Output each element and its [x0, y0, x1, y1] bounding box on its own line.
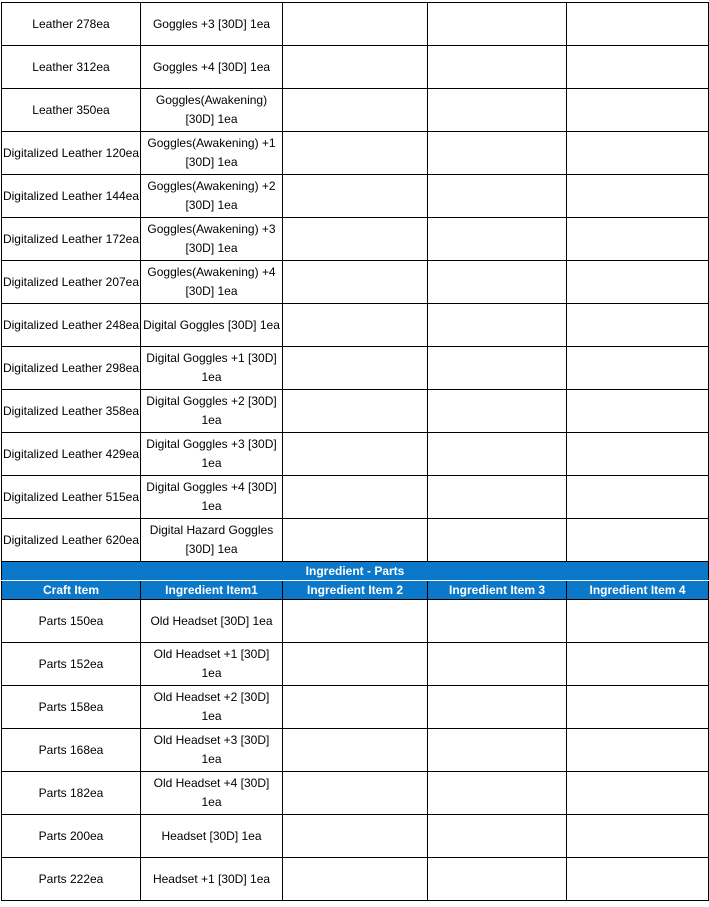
- table-row: [2, 3, 709, 46]
- ingredient-item4-cell: [567, 519, 709, 562]
- table-row: [2, 600, 709, 643]
- ingredient-item1-cell: Goggles(Awakening) +3 [30D] 1ea: [141, 218, 283, 261]
- ingredient-item3-cell: [428, 858, 567, 901]
- table-row: [2, 686, 709, 729]
- ingredient-item4-cell: [567, 476, 709, 519]
- column-header-ingredient-item3: Ingredient Item 3: [428, 581, 567, 600]
- ingredient-item3-cell: [428, 519, 567, 562]
- craft-item-cell: Leather 278ea: [2, 3, 141, 46]
- craft-item-cell: Digitalized Leather 429ea: [2, 433, 141, 476]
- ingredient-item3-cell: [428, 476, 567, 519]
- ingredient-item3-cell: [428, 89, 567, 132]
- ingredient-item1-cell: Digital Hazard Goggles [30D] 1ea: [141, 519, 283, 562]
- table-row: [2, 815, 709, 858]
- craft-item-cell: Parts 200ea: [2, 815, 141, 858]
- table-row: [2, 89, 709, 132]
- ingredient-item2-cell: [283, 772, 428, 815]
- ingredient-item1-cell: Old Headset +4 [30D] 1ea: [141, 772, 283, 815]
- table-row: [2, 519, 709, 562]
- ingredient-item3-cell: [428, 46, 567, 89]
- ingredient-item4-cell: [567, 218, 709, 261]
- column-header-craft-item: Craft Item: [2, 581, 141, 600]
- ingredient-item3-cell: [428, 261, 567, 304]
- ingredient-item1-cell: Goggles(Awakening) +2 [30D] 1ea: [141, 175, 283, 218]
- ingredient-item2-cell: [283, 643, 428, 686]
- craft-item-cell: Digitalized Leather 358ea: [2, 390, 141, 433]
- ingredient-item4-cell: [567, 686, 709, 729]
- ingredient-item2-cell: [283, 347, 428, 390]
- ingredient-item2-cell: [283, 304, 428, 347]
- column-header-ingredient-item1: Ingredient Item1: [141, 581, 283, 600]
- ingredient-item1-cell: Headset [30D] 1ea: [141, 815, 283, 858]
- ingredient-item1-cell: Goggles(Awakening) +1 [30D] 1ea: [141, 132, 283, 175]
- ingredient-item2-cell: [283, 218, 428, 261]
- ingredient-item1-cell: Digital Goggles +4 [30D] 1ea: [141, 476, 283, 519]
- ingredient-item4-cell: [567, 89, 709, 132]
- ingredient-item4-cell: [567, 304, 709, 347]
- ingredient-item4-cell: [567, 772, 709, 815]
- ingredient-item1-cell: Goggles(Awakening) [30D] 1ea: [141, 89, 283, 132]
- ingredient-item3-cell: [428, 132, 567, 175]
- ingredient-item2-cell: [283, 815, 428, 858]
- section-title: Ingredient - Parts: [2, 562, 709, 581]
- ingredient-item4-cell: [567, 3, 709, 46]
- ingredient-item3-cell: [428, 772, 567, 815]
- ingredient-item3-cell: [428, 390, 567, 433]
- ingredient-item2-cell: [283, 858, 428, 901]
- craft-item-cell: Digitalized Leather 515ea: [2, 476, 141, 519]
- ingredient-item1-cell: Digital Goggles +3 [30D] 1ea: [141, 433, 283, 476]
- ingredient-item4-cell: [567, 261, 709, 304]
- ingredient-item4-cell: [567, 433, 709, 476]
- ingredient-item1-cell: Digital Goggles [30D] 1ea: [141, 304, 283, 347]
- ingredient-item2-cell: [283, 175, 428, 218]
- ingredient-item3-cell: [428, 3, 567, 46]
- ingredient-item3-cell: [428, 643, 567, 686]
- table-row: [2, 132, 709, 175]
- ingredient-item3-cell: [428, 347, 567, 390]
- table-row: [2, 643, 709, 686]
- ingredient-item2-cell: [283, 89, 428, 132]
- ingredient-item3-cell: [428, 815, 567, 858]
- craft-item-cell: Digitalized Leather 207ea: [2, 261, 141, 304]
- ingredient-item2-cell: [283, 729, 428, 772]
- column-header-ingredient-item2: Ingredient Item 2: [283, 581, 428, 600]
- ingredient-item4-cell: [567, 858, 709, 901]
- ingredient-item2-cell: [283, 46, 428, 89]
- ingredient-item2-cell: [283, 433, 428, 476]
- ingredient-item3-cell: [428, 600, 567, 643]
- ingredient-item1-cell: Digital Goggles +2 [30D] 1ea: [141, 390, 283, 433]
- ingredient-item3-cell: [428, 433, 567, 476]
- table-row: [2, 858, 709, 901]
- ingredient-item2-cell: [283, 476, 428, 519]
- craft-item-cell: Digitalized Leather 144ea: [2, 175, 141, 218]
- craft-item-cell: Parts 182ea: [2, 772, 141, 815]
- craft-item-cell: Digitalized Leather 298ea: [2, 347, 141, 390]
- ingredient-item2-cell: [283, 132, 428, 175]
- ingredient-item4-cell: [567, 815, 709, 858]
- ingredient-item4-cell: [567, 643, 709, 686]
- ingredient-item3-cell: [428, 218, 567, 261]
- table-row: [2, 261, 709, 304]
- ingredient-item3-cell: [428, 175, 567, 218]
- ingredient-item1-cell: Goggles +4 [30D] 1ea: [141, 46, 283, 89]
- ingredient-item1-cell: Old Headset +3 [30D] 1ea: [141, 729, 283, 772]
- ingredient-item1-cell: Digital Goggles +1 [30D] 1ea: [141, 347, 283, 390]
- craft-item-cell: Leather 350ea: [2, 89, 141, 132]
- ingredient-item4-cell: [567, 175, 709, 218]
- ingredient-item2-cell: [283, 519, 428, 562]
- ingredient-item2-cell: [283, 390, 428, 433]
- ingredient-item2-cell: [283, 686, 428, 729]
- ingredient-item1-cell: Goggles(Awakening) +4 [30D] 1ea: [141, 261, 283, 304]
- ingredient-item4-cell: [567, 729, 709, 772]
- table-row: [2, 433, 709, 476]
- crafting-recipe-table: [1, 2, 709, 901]
- table-row: [2, 304, 709, 347]
- craft-item-cell: Parts 150ea: [2, 600, 141, 643]
- parts-recipes-body: [2, 600, 709, 901]
- ingredient-item2-cell: [283, 3, 428, 46]
- ingredient-item4-cell: [567, 600, 709, 643]
- ingredient-item2-cell: [283, 261, 428, 304]
- ingredient-item3-cell: [428, 304, 567, 347]
- craft-item-cell: Digitalized Leather 620ea: [2, 519, 141, 562]
- ingredient-item4-cell: [567, 46, 709, 89]
- ingredient-item3-cell: [428, 729, 567, 772]
- craft-item-cell: Leather 312ea: [2, 46, 141, 89]
- table-row: [2, 476, 709, 519]
- table-row: [2, 772, 709, 815]
- ingredient-item3-cell: [428, 686, 567, 729]
- section-title-row: [2, 562, 709, 581]
- craft-item-cell: Parts 168ea: [2, 729, 141, 772]
- ingredient-item2-cell: [283, 600, 428, 643]
- table-row: [2, 390, 709, 433]
- ingredient-item4-cell: [567, 347, 709, 390]
- craft-item-cell: Digitalized Leather 172ea: [2, 218, 141, 261]
- ingredient-item1-cell: Goggles +3 [30D] 1ea: [141, 3, 283, 46]
- ingredient-item1-cell: Old Headset [30D] 1ea: [141, 600, 283, 643]
- ingredient-item1-cell: Old Headset +2 [30D] 1ea: [141, 686, 283, 729]
- ingredient-item4-cell: [567, 132, 709, 175]
- craft-item-cell: Digitalized Leather 248ea: [2, 304, 141, 347]
- ingredient-item1-cell: Headset +1 [30D] 1ea: [141, 858, 283, 901]
- craft-item-cell: Parts 158ea: [2, 686, 141, 729]
- craft-item-cell: Digitalized Leather 120ea: [2, 132, 141, 175]
- parts-section-header: [2, 562, 709, 600]
- leather-recipes-body: [2, 3, 709, 562]
- column-header-ingredient-item4: Ingredient Item 4: [567, 581, 709, 600]
- craft-item-cell: Parts 152ea: [2, 643, 141, 686]
- table-row: [2, 347, 709, 390]
- ingredient-item1-cell: Old Headset +1 [30D] 1ea: [141, 643, 283, 686]
- column-header-row: [2, 581, 709, 600]
- table-row: [2, 729, 709, 772]
- table-row: [2, 46, 709, 89]
- ingredient-item4-cell: [567, 390, 709, 433]
- table-row: [2, 175, 709, 218]
- table-row: [2, 218, 709, 261]
- craft-item-cell: Parts 222ea: [2, 858, 141, 901]
